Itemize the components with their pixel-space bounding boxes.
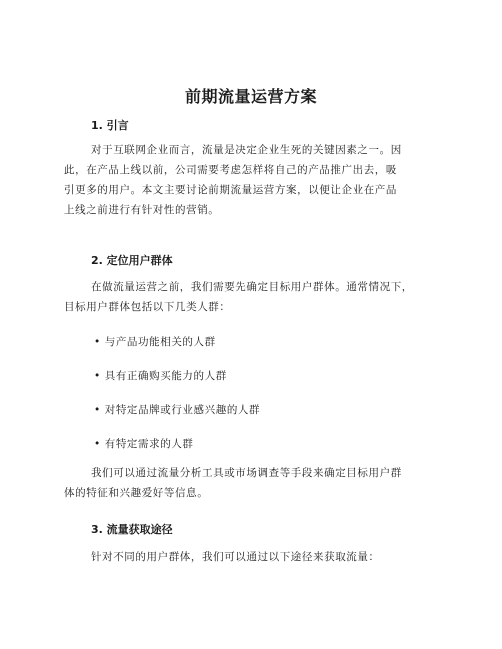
paragraph-line: 体的特征和兴趣爱好等信息。	[64, 487, 209, 499]
paragraph-line: 我们可以通过流量分析工具或市场调查等手段来确定目标用户群	[91, 467, 402, 479]
list-item: • 对特定品牌或行业感兴趣的人群	[94, 404, 261, 416]
paragraph-line: 此，在产品上线以前，公司需要考虑怎样将自己的产品推广出去，吸	[64, 164, 397, 176]
paragraph-line: 在做流量运营之前，我们需要先确定目标用户群体。通常情况下，	[91, 281, 413, 293]
paragraph-line: 对于互联网企业而言，流量是决定企业生死的关键因素之一。因	[91, 144, 402, 156]
document-title: 前期流量运营方案	[184, 87, 317, 106]
paragraph-line: 目标用户群体包括以下几类人群：	[64, 301, 231, 313]
list-item: • 有特定需求的人群	[94, 438, 194, 450]
paragraph-line: 上线之前进行有针对性的营销。	[64, 204, 220, 216]
list-item: • 与产品功能相关的人群	[94, 336, 216, 348]
paragraph-line: 针对不同的用户群体，我们可以通过以下途径来获取流量：	[91, 551, 380, 563]
section-heading-traffic-channels: 3. 流量获取途径	[91, 523, 173, 536]
section-heading-introduction: 1. 引言	[91, 119, 129, 132]
paragraph-line: 引更多的用户。本文主要讨论前期流量运营方案，以便让企业在产品	[64, 184, 397, 196]
section-heading-target-users: 2. 定位用户群体	[91, 254, 173, 267]
list-item: • 具有正确购买能力的人群	[94, 370, 227, 382]
